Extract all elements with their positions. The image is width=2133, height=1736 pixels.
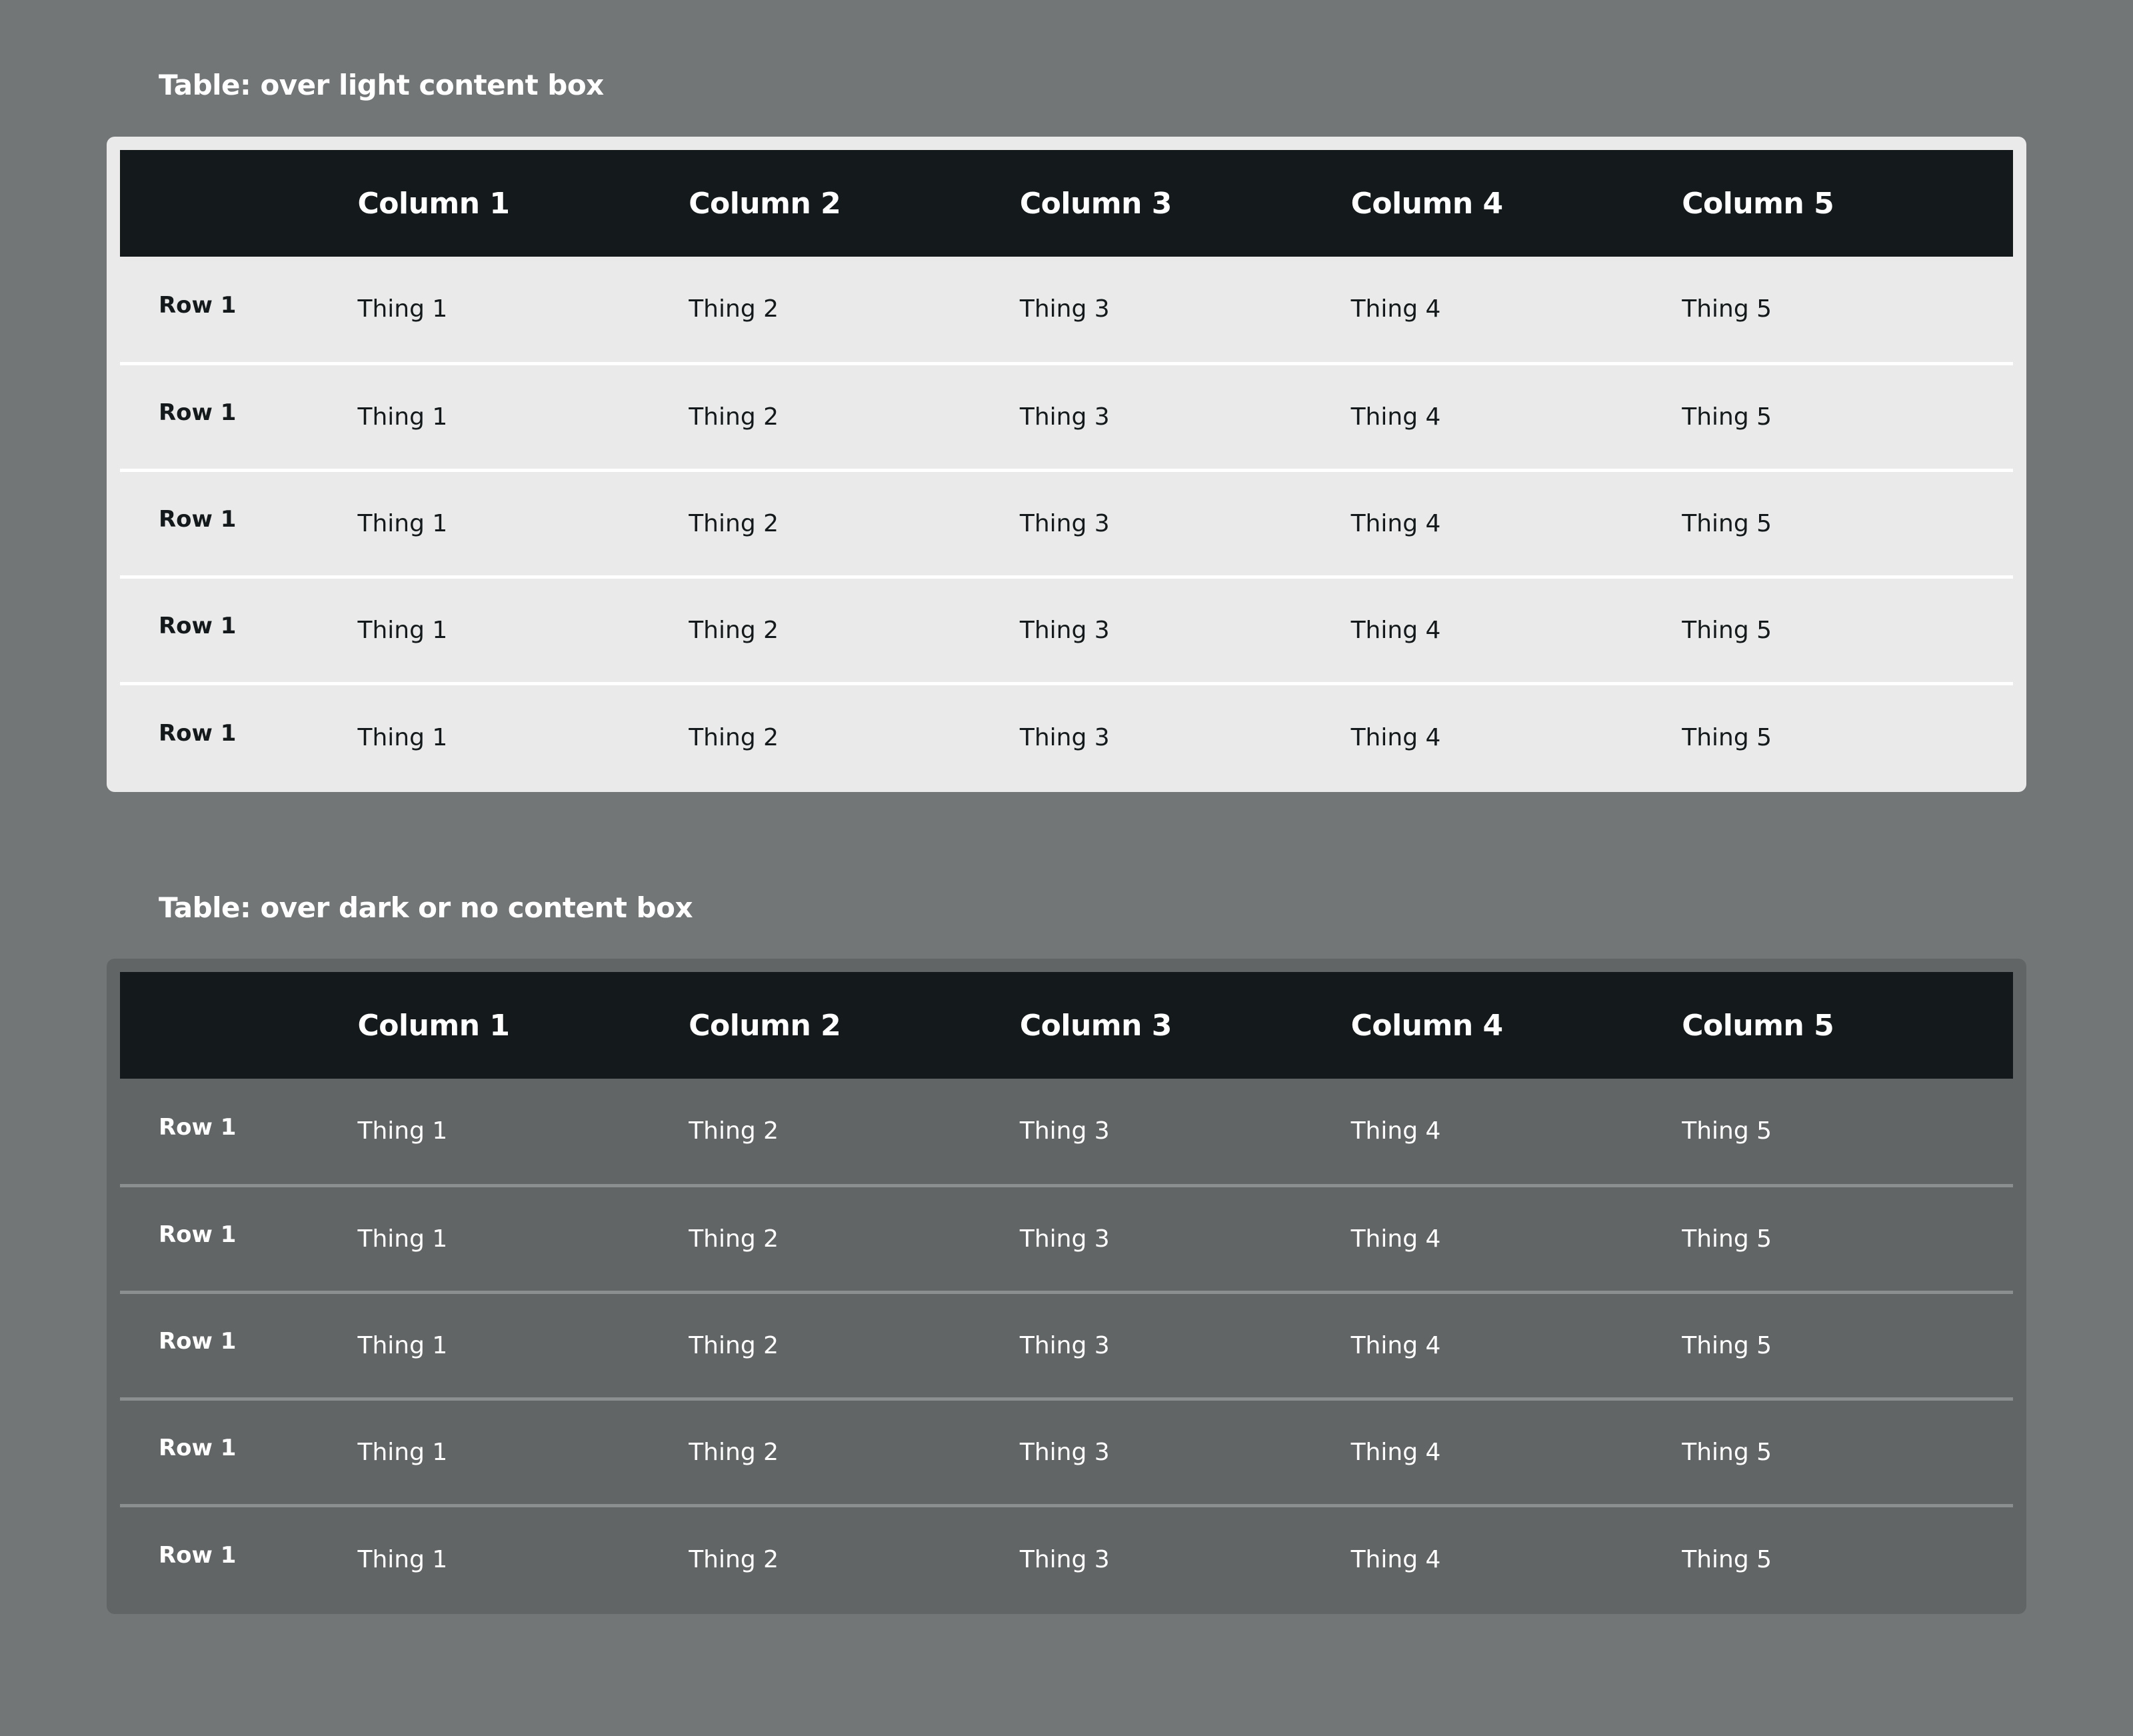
light-data-table <box>120 150 2013 790</box>
table-cell: Thing 5 <box>1682 1438 1772 1466</box>
table-cell: Thing 1 <box>357 1331 448 1359</box>
table-cell: Thing 1 <box>357 295 448 323</box>
table-cell: Thing 2 <box>689 295 779 323</box>
table-cell: Thing 1 <box>357 509 448 537</box>
table-cell: Thing 4 <box>1350 1117 1441 1145</box>
table-cell: Thing 4 <box>1350 1225 1441 1253</box>
table-cell: Thing 3 <box>1019 616 1110 644</box>
row-label: Row 1 <box>159 1328 237 1355</box>
table-row <box>120 363 2013 470</box>
row-label: Row 1 <box>159 613 237 639</box>
table-cell: Thing 1 <box>357 1438 448 1466</box>
row-label: Row 1 <box>159 1542 237 1569</box>
header-corner-cell <box>120 972 358 1079</box>
table-cell: Thing 5 <box>1682 723 1772 751</box>
column-header: Column 2 <box>689 1008 841 1043</box>
table-cell: Thing 3 <box>1019 723 1110 751</box>
column-header: Column 3 <box>1019 1008 1172 1043</box>
dark-data-table <box>120 972 2013 1612</box>
column-header: Column 3 <box>1019 186 1172 221</box>
table-cell: Thing 3 <box>1019 295 1110 323</box>
table-cell: Thing 3 <box>1019 1331 1110 1359</box>
table-cell: Thing 4 <box>1350 403 1441 431</box>
table-cell: Thing 2 <box>689 616 779 644</box>
table-cell: Thing 5 <box>1682 403 1772 431</box>
column-header: Column 5 <box>1682 186 1834 221</box>
row-label: Row 1 <box>159 1435 237 1461</box>
column-header: Column 1 <box>357 1008 510 1043</box>
light-table-title: Table: over light content box <box>159 69 604 101</box>
table-cell: Thing 4 <box>1350 1545 1441 1573</box>
row-label: Row 1 <box>159 720 237 747</box>
column-header: Column 5 <box>1682 1008 1834 1043</box>
table-cell: Thing 3 <box>1019 1117 1110 1145</box>
table-cell: Thing 2 <box>689 1225 779 1253</box>
table-cell: Thing 4 <box>1350 295 1441 323</box>
table-cell: Thing 2 <box>689 1331 779 1359</box>
table-cell: Thing 5 <box>1682 1331 1772 1359</box>
table-row <box>120 470 2013 577</box>
table-cell: Thing 2 <box>689 509 779 537</box>
table-cell: Thing 1 <box>357 723 448 751</box>
table-cell: Thing 1 <box>357 616 448 644</box>
table-cell: Thing 5 <box>1682 1545 1772 1573</box>
header-corner-cell <box>120 150 358 257</box>
table-cell: Thing 2 <box>689 1438 779 1466</box>
dark-table-title: Table: over dark or no content box <box>159 891 693 924</box>
column-header: Column 1 <box>357 186 510 221</box>
row-label: Row 1 <box>159 1221 237 1248</box>
table-cell: Thing 3 <box>1019 1545 1110 1573</box>
table-cell: Thing 5 <box>1682 1225 1772 1253</box>
table-row <box>120 1505 2013 1612</box>
table-cell: Thing 1 <box>357 1545 448 1573</box>
table-row <box>120 683 2013 790</box>
row-label: Row 1 <box>159 506 237 533</box>
column-header: Column 4 <box>1350 186 1503 221</box>
column-header: Column 2 <box>689 186 841 221</box>
table-row <box>120 1292 2013 1399</box>
table-cell: Thing 3 <box>1019 1225 1110 1253</box>
table-cell: Thing 2 <box>689 403 779 431</box>
table-header-row <box>120 972 2013 1079</box>
table-cell: Thing 5 <box>1682 295 1772 323</box>
column-header: Column 4 <box>1350 1008 1503 1043</box>
table-cell: Thing 4 <box>1350 1331 1441 1359</box>
light-content-box <box>107 137 2026 792</box>
table-row <box>120 257 2013 363</box>
table-cell: Thing 1 <box>357 403 448 431</box>
table-row <box>120 577 2013 683</box>
table-cell: Thing 2 <box>689 1545 779 1573</box>
table-cell: Thing 3 <box>1019 509 1110 537</box>
table-cell: Thing 1 <box>357 1225 448 1253</box>
dark-content-box <box>107 959 2026 1614</box>
table-cell: Thing 2 <box>689 723 779 751</box>
row-label: Row 1 <box>159 399 237 426</box>
table-cell: Thing 3 <box>1019 403 1110 431</box>
table-cell: Thing 1 <box>357 1117 448 1145</box>
table-row <box>120 1399 2013 1505</box>
table-cell: Thing 4 <box>1350 723 1441 751</box>
table-cell: Thing 3 <box>1019 1438 1110 1466</box>
table-row <box>120 1185 2013 1292</box>
table-cell: Thing 5 <box>1682 509 1772 537</box>
row-label: Row 1 <box>159 291 237 319</box>
table-cell: Thing 5 <box>1682 1117 1772 1145</box>
row-label: Row 1 <box>159 1113 237 1141</box>
table-row <box>120 1079 2013 1185</box>
table-cell: Thing 4 <box>1350 509 1441 537</box>
table-cell: Thing 4 <box>1350 1438 1441 1466</box>
table-cell: Thing 4 <box>1350 616 1441 644</box>
table-header-row <box>120 150 2013 257</box>
table-cell: Thing 5 <box>1682 616 1772 644</box>
table-cell: Thing 2 <box>689 1117 779 1145</box>
